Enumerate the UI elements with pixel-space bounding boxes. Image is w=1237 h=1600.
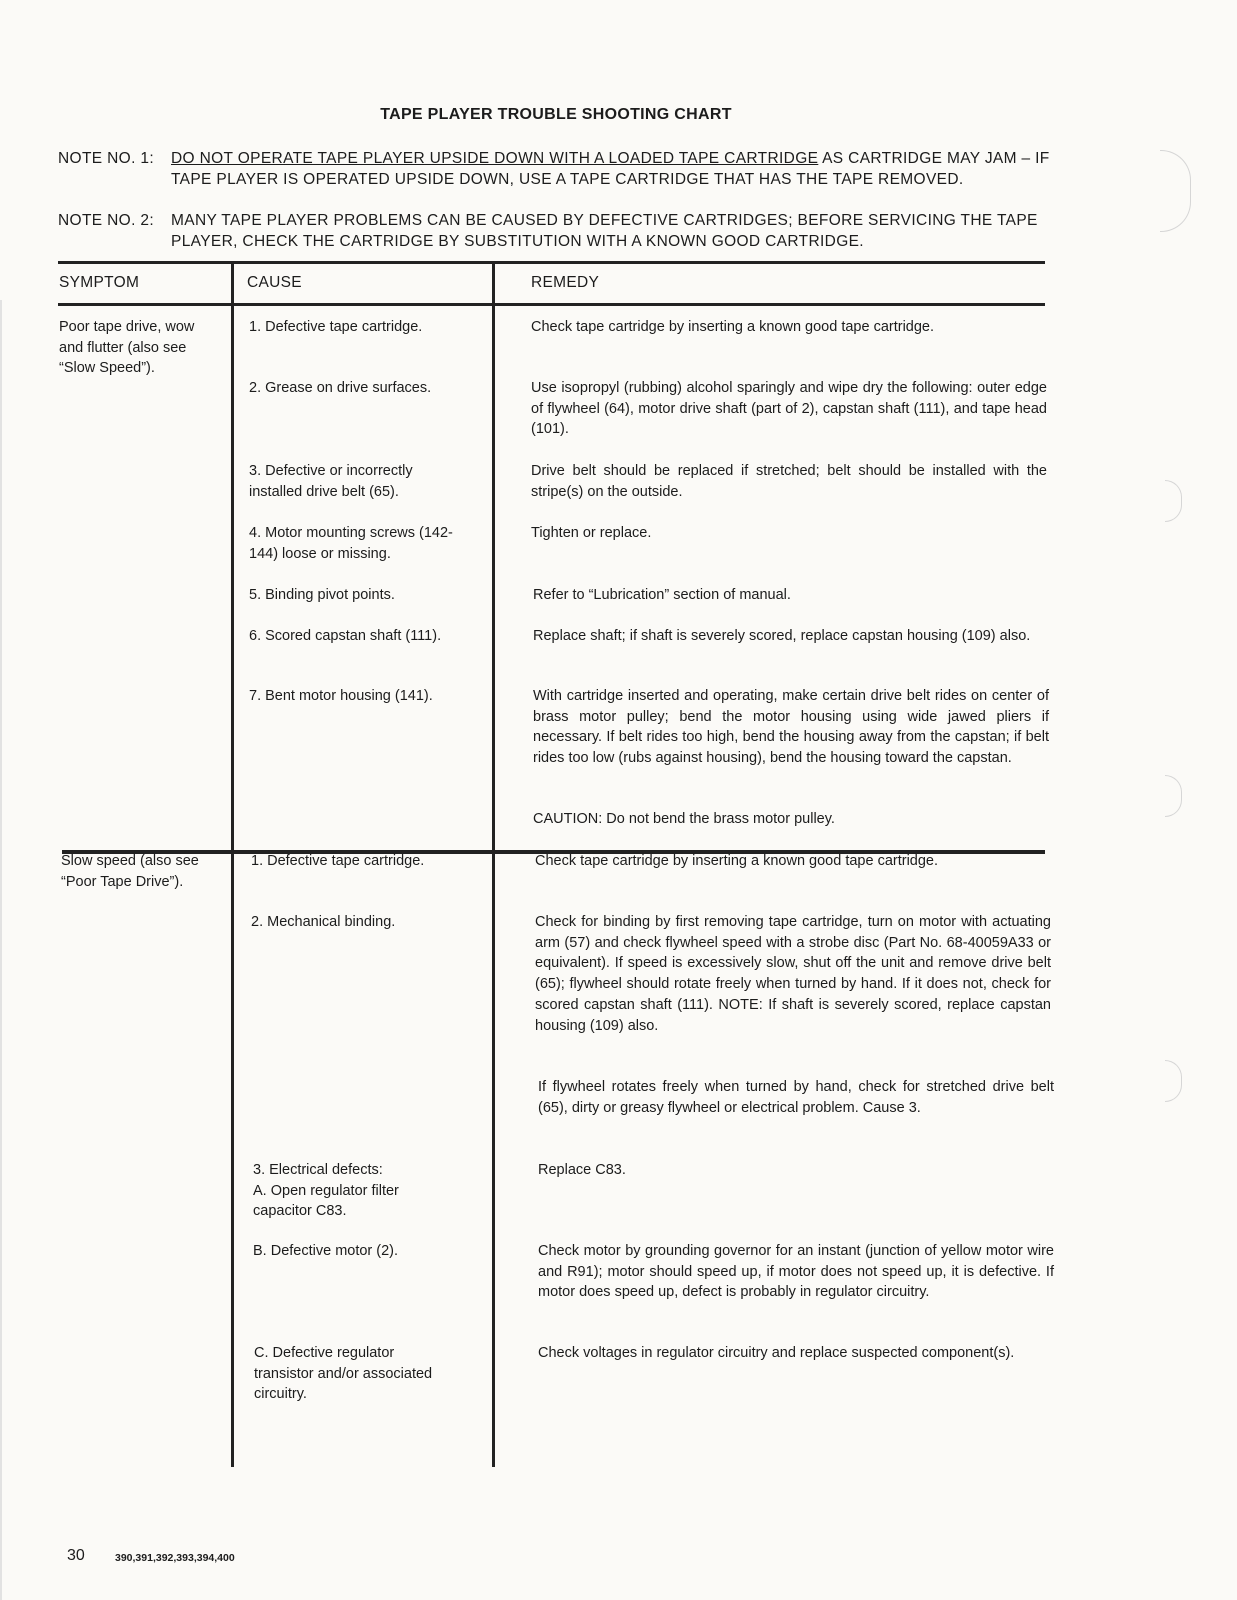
- note-1: [58, 149, 1058, 190]
- symptom-slow-speed: Slow speed (also see “Poor Tape Drive”).: [61, 853, 199, 890]
- note-1-label: NOTE NO. 1:: [58, 150, 155, 167]
- header-bottom-rule: [58, 303, 1045, 306]
- header-cause: CAUSE: [247, 274, 302, 291]
- note-1-warning: DO NOT OPERATE TAPE PLAYER UPSIDE DOWN WITH A LOADED TAPE CARTRIDGE: [171, 150, 819, 167]
- cause-cell: 4. Motor mounting screws (142-144) loose or missing.: [249, 525, 453, 562]
- remedy-cell: Refer to “Lubrication” section of manual.: [533, 587, 791, 603]
- cause-cell: 5. Binding pivot points.: [249, 587, 395, 603]
- cause-cell: 6. Scored capstan shaft (111).: [249, 628, 442, 644]
- remedy-cell: Check motor by grounding governor for an instant (junction of yellow motor wire and R91); motor should speed up, if motor does not speed up, it is defective. If motor does speed up, defect is probably in regulator circuitry.: [538, 1243, 1054, 1301]
- note-2: [58, 211, 1058, 252]
- cause-cell: 2. Mechanical binding.: [251, 914, 396, 930]
- note-2-label: NOTE NO. 2:: [58, 212, 155, 229]
- remedy-cell: Check for binding by first removing tape cartridge, turn on motor with actuating arm (57) and check flywheel speed with a strobe disc (Part No. 68-40059A33 or equivalent). If speed is excessively slow, shut off the unit and remove drive belt (65); flywheel should rotate freely when turned by hand. If it does not, check for scored capstan shaft (111). NOTE: If shaft is severely scored, replace capstan housing (109) also.: [535, 914, 1051, 1034]
- remedy-cell: Replace shaft; if shaft is severely scored, replace capstan housing (109) also.: [533, 628, 1031, 644]
- symptom-poor-tape-drive: Poor tape drive, wow and flutter (also see “Slow Speed”).: [59, 319, 195, 377]
- table-top-rule: [58, 261, 1045, 264]
- cause-cell: C. Defective regulator transistor and/or associated circuitry.: [254, 1345, 433, 1403]
- cause-cell: 2. Grease on drive surfaces.: [249, 380, 432, 396]
- cause-cell: B. Defective motor (2).: [253, 1243, 399, 1259]
- left-edge-shadow: [0, 300, 2, 1600]
- remedy-cell: Drive belt should be replaced if stretched; belt should be installed with the stripe(s) on the outside.: [531, 463, 1047, 500]
- page-number: 30: [67, 1547, 85, 1564]
- header-symptom: SYMPTOM: [59, 274, 140, 291]
- column-divider-1: [231, 261, 234, 1467]
- cause-cell: 7. Bent motor housing (141).: [249, 688, 433, 704]
- binder-hole-mark: [1165, 775, 1182, 817]
- remedy-cell: With cartridge inserted and operating, make certain drive belt rides on center of brass motor pulley; bend the motor housing using wide jawed pliers if necessary. If belt rides too high, bend the housing away from the capstan; if belt rides too low (rubs against housing), bend the housing toward the capstan.: [533, 688, 1049, 767]
- header-remedy: REMEDY: [531, 274, 600, 291]
- cause-cell: 1. Defective tape cartridge.: [249, 319, 423, 335]
- note-1-text: AS CARTRIDGE MAY JAM – IF TAPE PLAYER IS OPERATED UPSIDE DOWN, USE A TAPE CARTRIDGE THAT HAS THE TAPE REMOVED.: [171, 150, 1050, 188]
- page-title: TAPE PLAYER TROUBLE SHOOTING CHART: [380, 106, 732, 123]
- cause-cell: 1. Defective tape cartridge.: [251, 853, 425, 869]
- remedy-cell: Use isopropyl (rubbing) alcohol sparingly and wipe dry the following: outer edge of flywheel (64), motor drive shaft (part of 2), capstan shaft (111), and tape head (101).: [531, 380, 1047, 438]
- binder-hole-mark: [1165, 1060, 1182, 1102]
- model-numbers: 390,391,392,393,394,400: [115, 1552, 235, 1564]
- remedy-cell: Check voltages in regulator circuitry and replace suspected component(s).: [538, 1345, 1015, 1361]
- column-divider-2: [492, 261, 495, 1467]
- remedy-cell: Tighten or replace.: [531, 525, 652, 541]
- cause-cell: 3. Electrical defects: A. Open regulator filter capacitor C83.: [253, 1162, 399, 1220]
- cause-cell: 3. Defective or incorrectly installed drive belt (65).: [249, 463, 413, 500]
- caution-note: CAUTION: Do not bend the brass motor pulley.: [533, 811, 835, 827]
- binder-hole-mark: [1160, 150, 1191, 232]
- binder-hole-mark: [1165, 480, 1182, 522]
- note-2-text: MANY TAPE PLAYER PROBLEMS CAN BE CAUSED BY DEFECTIVE CARTRIDGES; BEFORE SERVICING THE TAPE PLAYER, CHECK THE CARTRIDGE BY SUBSTITUTION WITH A KNOWN GOOD CARTRIDGE.: [171, 212, 1038, 250]
- remedy-cell: Check tape cartridge by inserting a known good tape cartridge.: [535, 853, 939, 869]
- remedy-cell: Check tape cartridge by inserting a known good tape cartridge.: [531, 319, 935, 335]
- remedy-cell: Replace C83.: [538, 1162, 626, 1178]
- remedy-cell: If flywheel rotates freely when turned by hand, check for stretched drive belt (65), dirty or greasy flywheel or electrical problem. Cause 3.: [538, 1079, 1054, 1116]
